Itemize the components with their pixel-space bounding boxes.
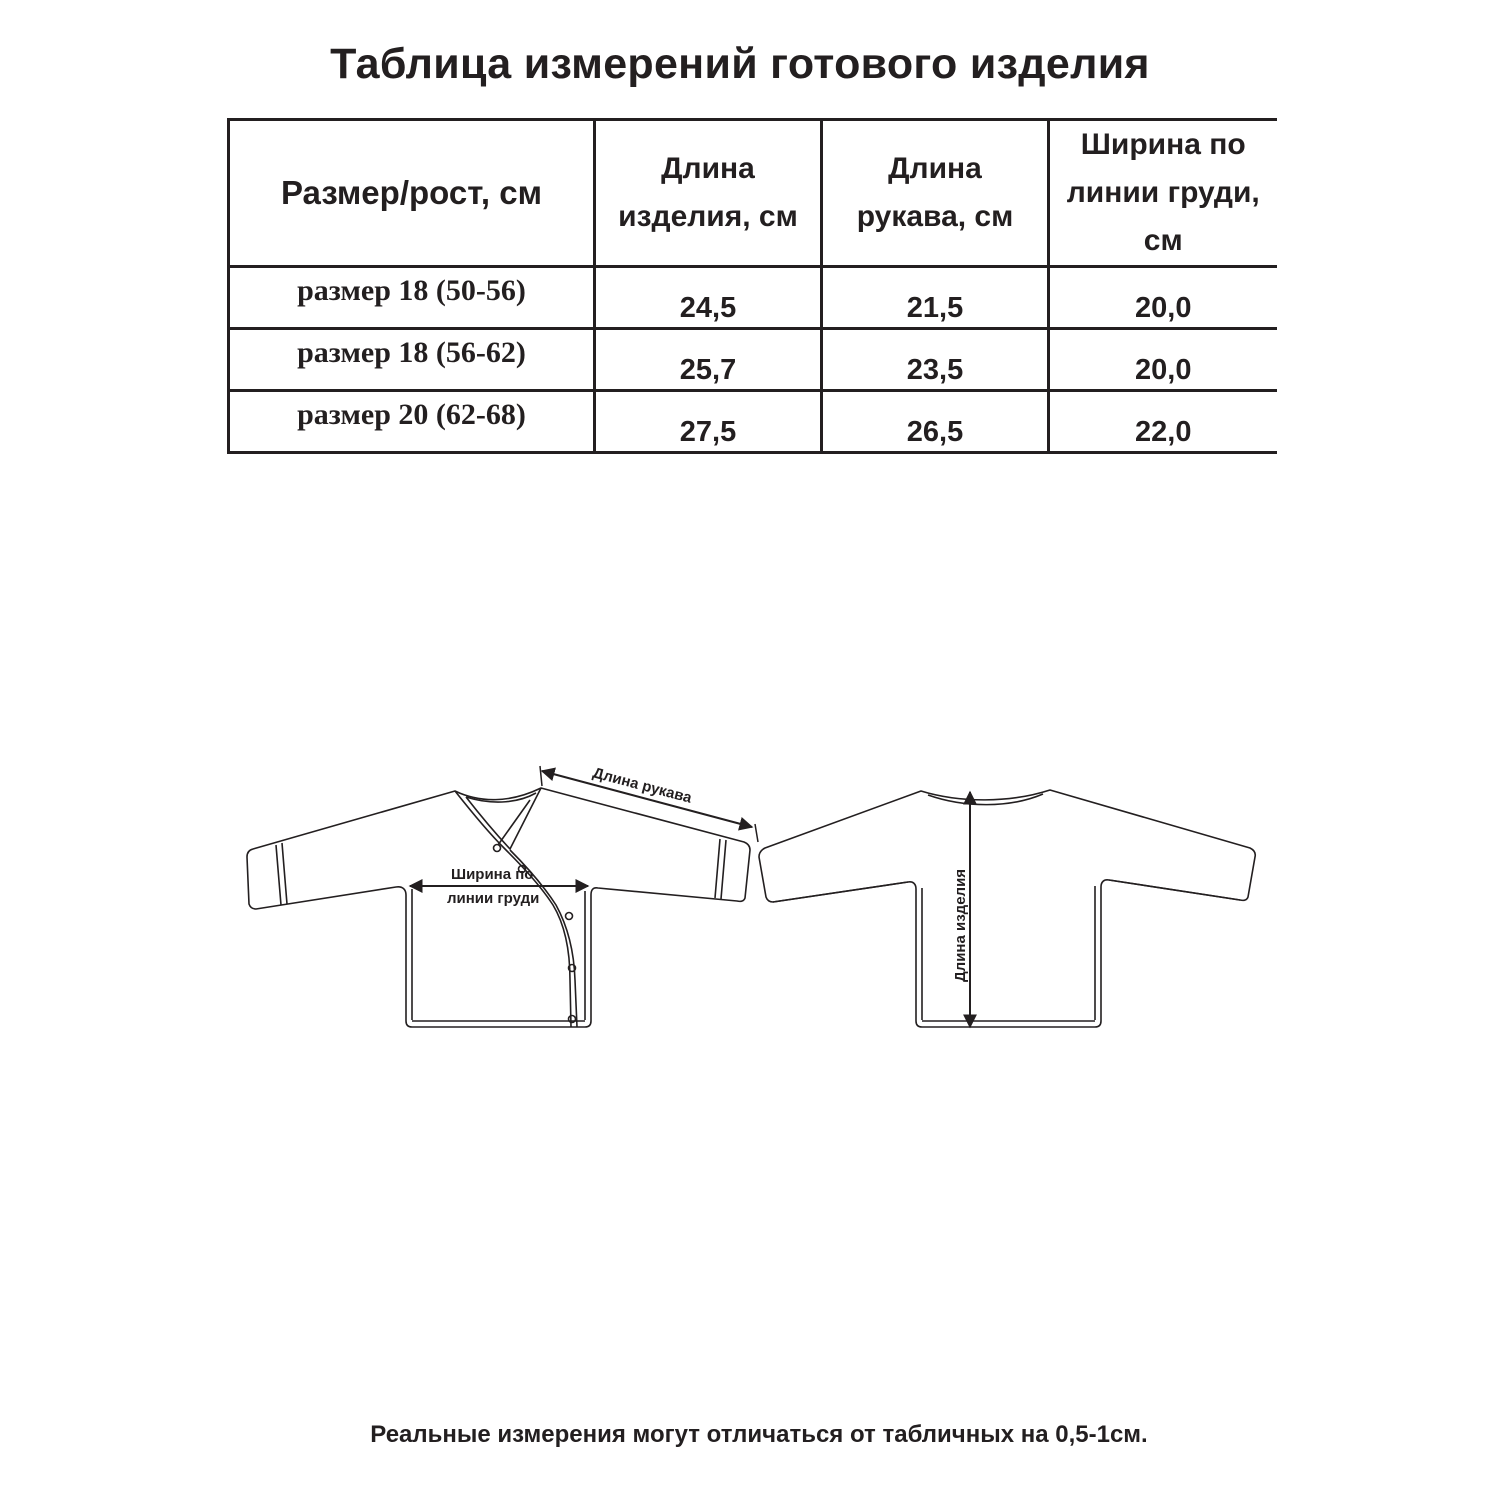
chest-width-label-line1: Ширина по xyxy=(451,866,534,883)
cell-length: 24,5 xyxy=(595,267,822,329)
front-outline xyxy=(247,788,750,1027)
cell-length: 25,7 xyxy=(595,329,822,391)
back-hem xyxy=(922,886,1095,1021)
front-right-cuff xyxy=(715,839,726,899)
cell-length: 27,5 xyxy=(595,391,822,453)
header-chest-line2: линии груди, xyxy=(1066,176,1260,209)
cell-size: размер 20 (62-68) xyxy=(229,391,595,453)
cell-size: размер 18 (56-62) xyxy=(229,329,595,391)
garment-back-view xyxy=(759,790,1255,1027)
front-side-seams xyxy=(412,889,585,1021)
cell-chest: 20,0 xyxy=(1049,329,1277,391)
back-outline xyxy=(759,790,1255,1027)
snap-icon xyxy=(566,913,573,920)
header-length-line2: изделия, см xyxy=(618,200,798,233)
header-length-line1: Длина xyxy=(661,152,755,185)
sleeve-length-dimension xyxy=(540,764,758,842)
back-sleeve-seams xyxy=(773,880,1240,902)
cell-chest: 22,0 xyxy=(1049,391,1277,453)
front-placket xyxy=(498,800,577,1027)
cell-sleeve: 26,5 xyxy=(822,391,1049,453)
sleeve-length-label: Длина рукава xyxy=(590,764,694,807)
garment-front-view xyxy=(247,788,750,1027)
front-collar xyxy=(455,791,571,1027)
garment-length-dimension xyxy=(952,792,970,1027)
garment-length-label: Длина изделия xyxy=(952,868,969,982)
page-title: Таблица измерений готового изделия xyxy=(330,40,1150,88)
chest-width-dimension xyxy=(410,866,588,907)
cell-sleeve: 21,5 xyxy=(822,267,1049,329)
cell-chest: 20,0 xyxy=(1049,267,1277,329)
cell-sleeve: 23,5 xyxy=(822,329,1049,391)
footnote: Реальные измерения могут отличаться от табличных на 0,5-1см. xyxy=(370,1421,1148,1448)
header-chest-line1: Ширина по xyxy=(1080,128,1246,161)
header-sleeve-line1: Длина xyxy=(888,152,982,185)
header-sleeve-line2: рукава, см xyxy=(856,200,1014,233)
header-size-label: Размер/рост, см xyxy=(280,174,543,211)
cell-size: размер 18 (50-56) xyxy=(229,267,595,329)
front-left-cuff xyxy=(276,843,287,905)
chest-width-label-line2: линии груди xyxy=(447,890,540,907)
header-chest-line3: см xyxy=(1143,224,1183,257)
snap-icon xyxy=(494,845,501,852)
